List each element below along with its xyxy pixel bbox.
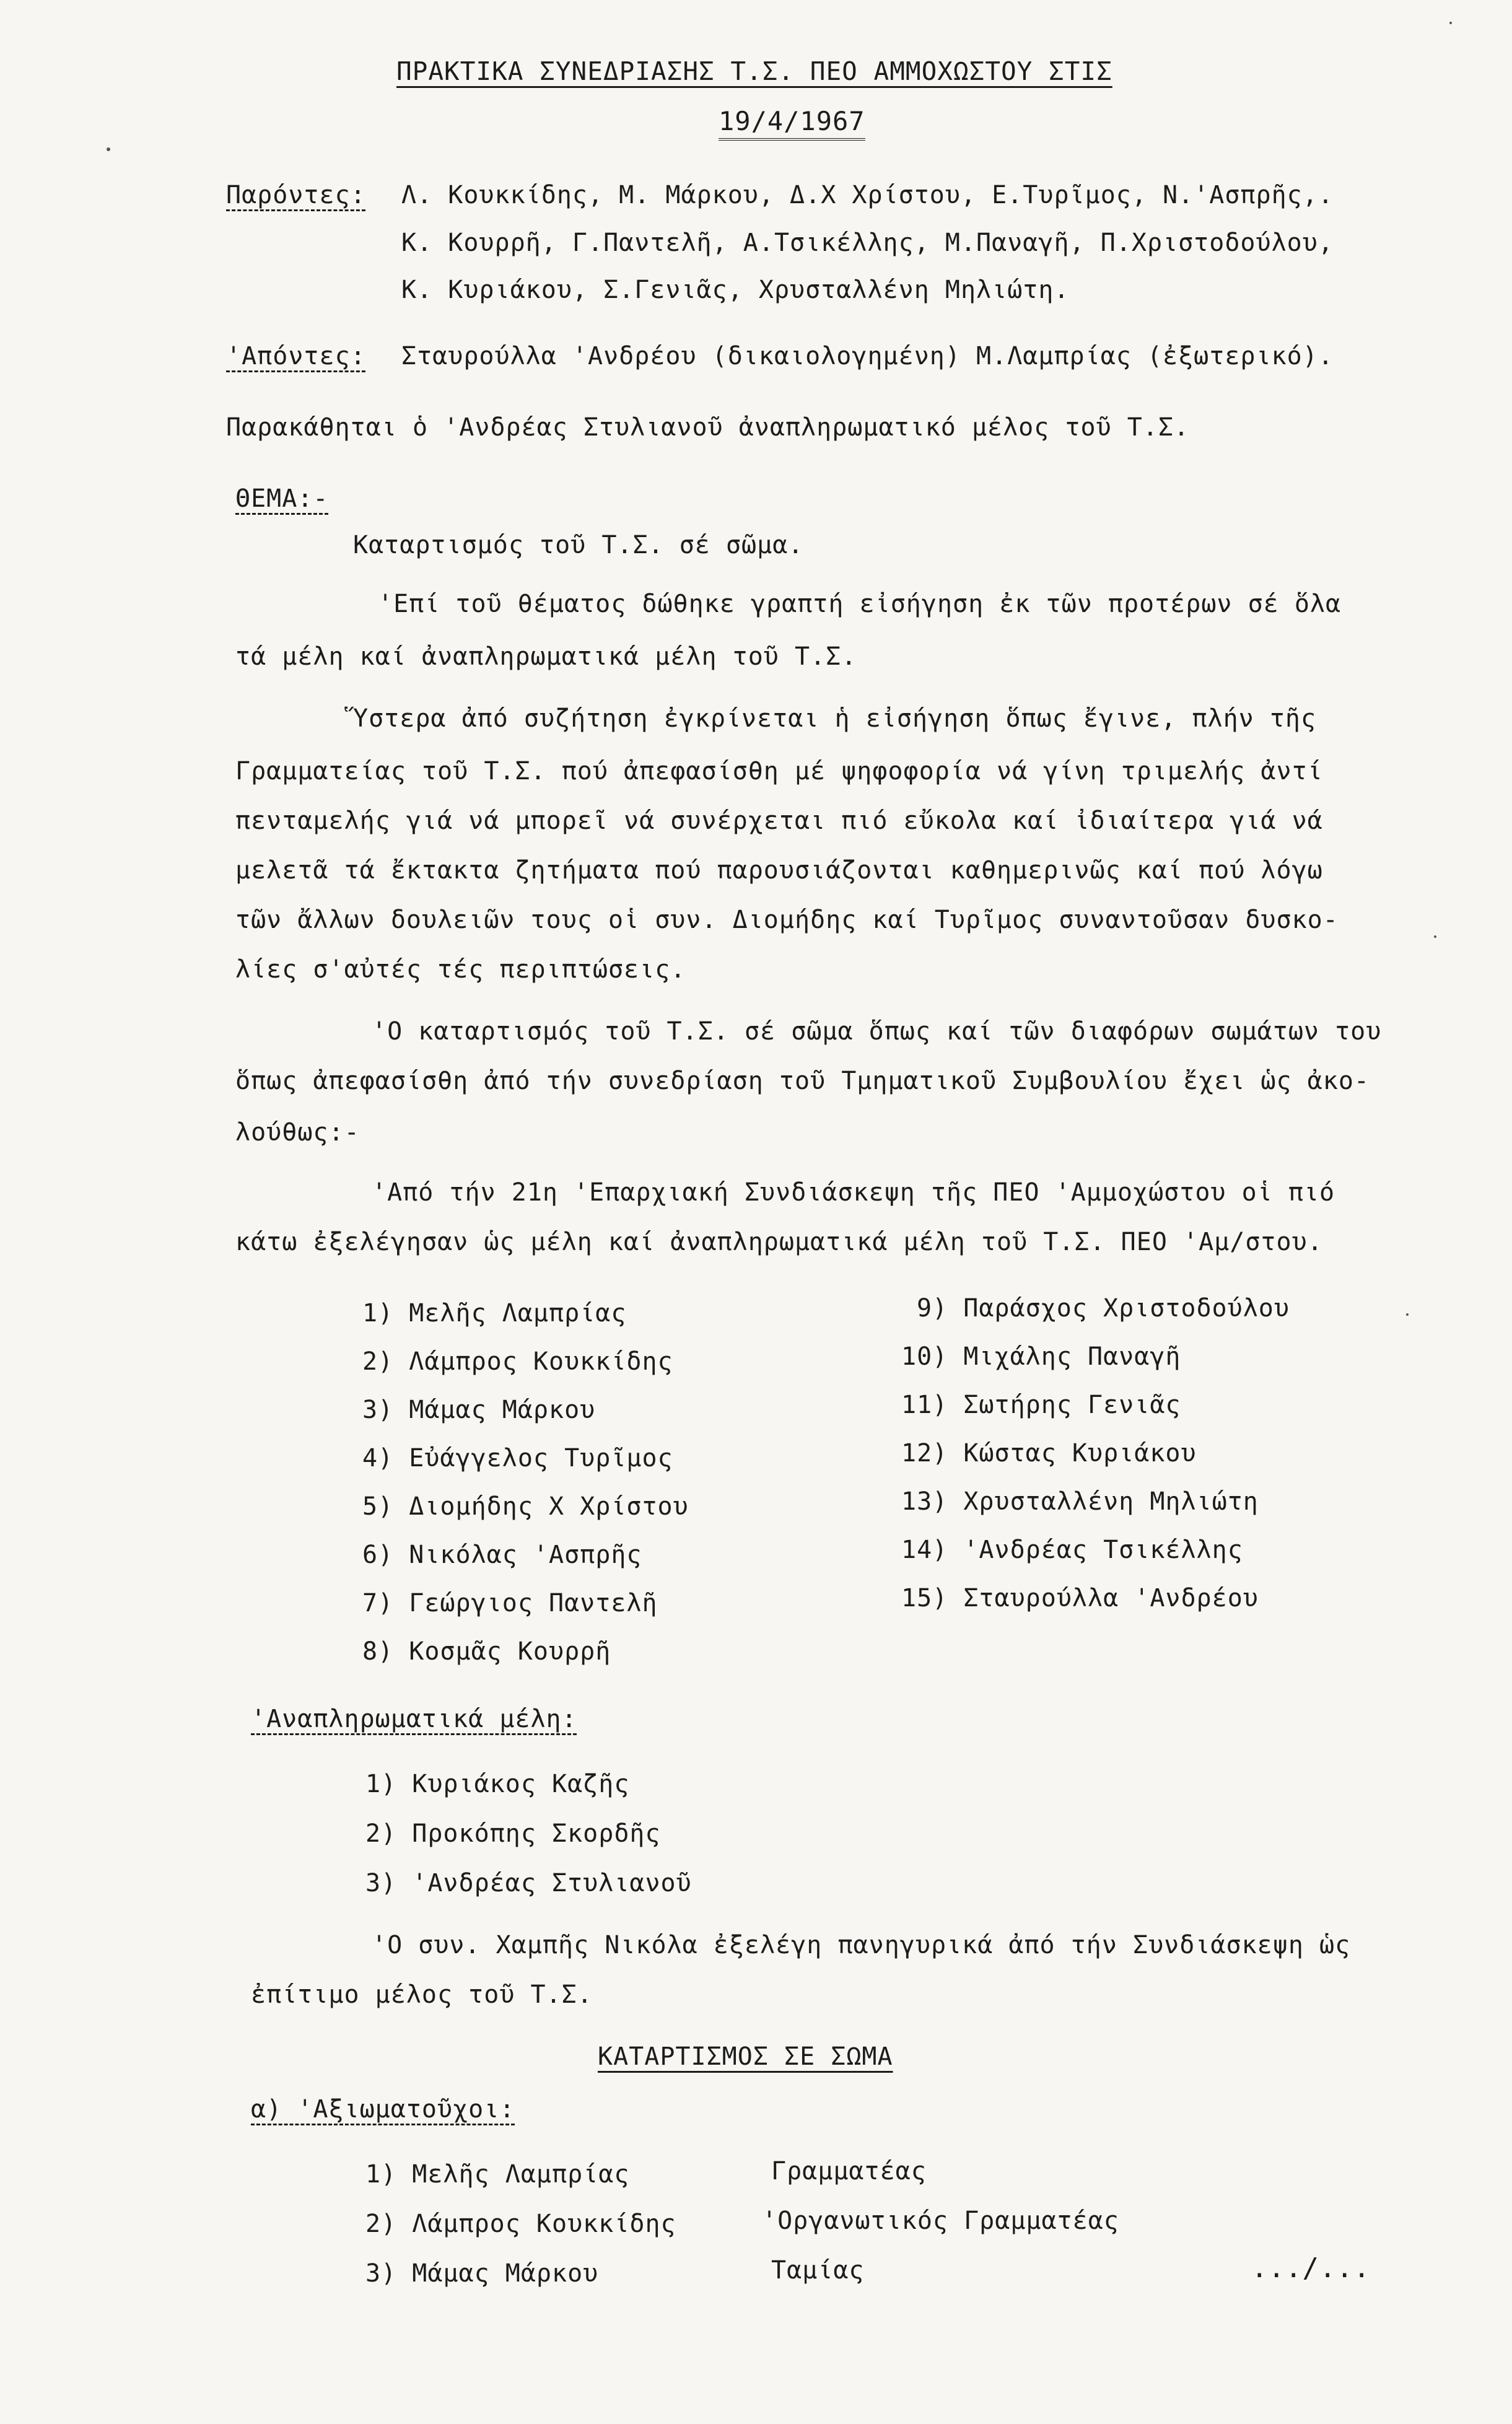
member-right-9: 9) Παράσχος Χριστοδούλου [917, 1294, 1290, 1323]
member-right-14: 14) 'Ανδρέας Τσικέλλης [901, 1536, 1243, 1564]
member-right-13: 13) Χρυσταλλένη Μηλιώτη [901, 1487, 1259, 1516]
member-left-5: 5) Διομήδης Χ Χρίστου [362, 1492, 689, 1521]
paragraph-2-line-1: Ὕστερα ἀπό συζήτηση ἐγκρίνεται ἡ εἰσήγηση ὅπως ἔγινε, πλήν τῆς [353, 704, 1317, 733]
present-line-1: Λ. Κουκκίδης, Μ. Μάρκου, Δ.Χ Χρίστου, Ε.Τυρῖμος, Ν.'Ασπρῆς,. [401, 181, 1334, 209]
section-heading: ΚΑΤΑΡΤΙΣΜΟΣ ΣΕ ΣΩΜΑ [598, 2042, 893, 2071]
document-title: ΠΡΑΚΤΙΚΑ ΣΥΝΕΔΡΙΑΣΗΣ Τ.Σ. ΠΕΟ ΑΜΜΟΧΩΣΤΟΥ ΣΤΙΣ [396, 56, 1112, 86]
member-left-3: 3) Μάμας Μάρκου [362, 1396, 596, 1424]
paragraph-2-line-3: πενταμελής γιά νά μπορεῖ νά συνέρχεται πιό εὔκολα καί ἰδιαίτερα γιά νά [235, 807, 1323, 835]
paragraph-1-line-2: τά μέλη καί ἀναπληρωματικά μέλη τοῦ Τ.Σ. [235, 642, 857, 671]
document-date: 19/4/1967 [719, 108, 865, 141]
officer-2-role: 'Οργανωτικός Γραμματέας [762, 2207, 1119, 2235]
scan-speck [1406, 1313, 1409, 1316]
paragraph-1-line-1: 'Επί τοῦ θέματος δώθηκε γραπτή εἰσήγηση ἐκ τῶν προτέρων σέ ὅλα [378, 590, 1342, 618]
alternate-1: 1) Κυριάκος Καζῆς [365, 1770, 630, 1798]
paragraph-3-line-2: ὅπως ἀπεφασίσθη ἀπό τήν συνεδρίαση τοῦ Τμηματικοῦ Συμβουλίου ἔχει ὡς ἀκο- [235, 1067, 1370, 1095]
absent-label: 'Απόντες: [226, 342, 366, 370]
member-right-15: 15) Σταυρούλλα 'Ανδρέου [901, 1584, 1259, 1612]
scan-speck [107, 147, 110, 151]
paragraph-2-line-6: λίες σ'αὐτές τές περιπτώσεις. [235, 955, 686, 984]
officer-3-role: Ταμίας [771, 2256, 865, 2285]
member-right-12: 12) Κώστας Κυριάκου [901, 1439, 1197, 1468]
paragraph-2-line-5: τῶν ἄλλων δουλειῶν τους οἱ συν. Διομήδης καί Τυρῖμος συναντοῦσαν δυσκο- [235, 906, 1339, 934]
member-left-8: 8) Κοσμᾶς Κουρρῆ [362, 1637, 611, 1666]
member-left-1: 1) Μελῆς Λαμπρίας [362, 1299, 627, 1328]
present-label: Παρόντες: [226, 181, 366, 209]
continuation-mark: .../... [1251, 2252, 1371, 2284]
paragraph-4-line-1: 'Από τήν 21η 'Επαρχιακή Συνδιάσκεψη τῆς ΠΕΟ 'Αμμοχώστου οἱ πιό [372, 1178, 1335, 1207]
scan-speck [1434, 935, 1436, 938]
member-left-2: 2) Λάμπρος Κουκκίδης [362, 1347, 673, 1376]
officer-1-name: 1) Μελῆς Λαμπρίας [365, 2160, 630, 2189]
alternate-2: 2) Προκόπης Σκορδῆς [365, 1819, 661, 1848]
present-line-3: Κ. Κυριάκου, Σ.Γενιᾶς, Χρυσταλλένη Μηλιώτη. [401, 276, 1070, 304]
alternate-3: 3) 'Ανδρέας Στυλιανοῦ [365, 1869, 692, 1897]
paragraph-2-line-2: Γραμματείας τοῦ Τ.Σ. πού ἀπεφασίσθη μέ ψηφοφορία νά γίνη τριμελής ἀντί [235, 757, 1323, 785]
member-left-6: 6) Νικόλας 'Ασπρῆς [362, 1541, 642, 1569]
paragraph-3-line-1: 'Ο καταρτισμός τοῦ Τ.Σ. σέ σῶμα ὅπως καί τῶν διαφόρων σωμάτων του [372, 1017, 1382, 1046]
officer-1-role: Γραμματέας [771, 2157, 927, 2186]
member-left-4: 4) Εὐάγγελος Τυρῖμος [362, 1444, 673, 1472]
attending-text: Παρακάθηται ὁ 'Ανδρέας Στυλιανοῦ ἀναπληρωματικό μέλος τοῦ Τ.Σ. [226, 413, 1190, 442]
topic-label: ΘΕΜΑ:- [235, 484, 329, 513]
officer-3-name: 3) Μάμας Μάρκου [365, 2259, 599, 2288]
alternates-label: 'Αναπληρωματικά μέλη: [251, 1705, 577, 1733]
honorary-line-2: ἐπίτιμο μέλος τοῦ Τ.Σ. [251, 1980, 593, 2009]
member-left-7: 7) Γεώργιος Παντελῆ [362, 1589, 658, 1617]
officer-2-name: 2) Λάμπρος Κουκκίδης [365, 2210, 676, 2238]
officers-label-text: α) 'Αξιωματοῦχοι: [251, 2095, 515, 2124]
absent-text: Σταυρούλλα 'Ανδρέου (δικαιολογημένη) Μ.Λαμπρίας (ἐξωτερικό). [401, 342, 1334, 370]
topic-text: Καταρτισμός τοῦ Τ.Σ. σέ σῶμα. [353, 531, 804, 559]
honorary-line-1: 'Ο συν. Χαμπῆς Νικόλα ἐξελέγη πανηγυρικά ἀπό τήν Συνδιάσκεψη ὡς [372, 1931, 1351, 1959]
paragraph-2-line-4: μελετᾶ τά ἔκτακτα ζητήματα πού παρουσιάζονται καθημερινῶς καί πού λόγω [235, 856, 1323, 885]
present-line-2: Κ. Κουρρῆ, Γ.Παντελῆ, Α.Τσικέλλης, Μ.Παναγῆ, Π.Χριστοδούλου, [401, 229, 1334, 257]
scan-speck [1449, 22, 1452, 24]
officers-label [251, 2097, 515, 2122]
paragraph-3-line-3: λούθως:- [235, 1118, 360, 1147]
paragraph-4-line-2: κάτω ἐξελέγησαν ὡς μέλη καί ἀναπληρωματικά μέλη τοῦ Τ.Σ. ΠΕΟ 'Αμ/στου. [235, 1228, 1323, 1256]
member-right-11: 11) Σωτήρης Γενιᾶς [901, 1391, 1181, 1419]
member-right-10: 10) Μιχάλης Παναγῆ [901, 1342, 1181, 1371]
